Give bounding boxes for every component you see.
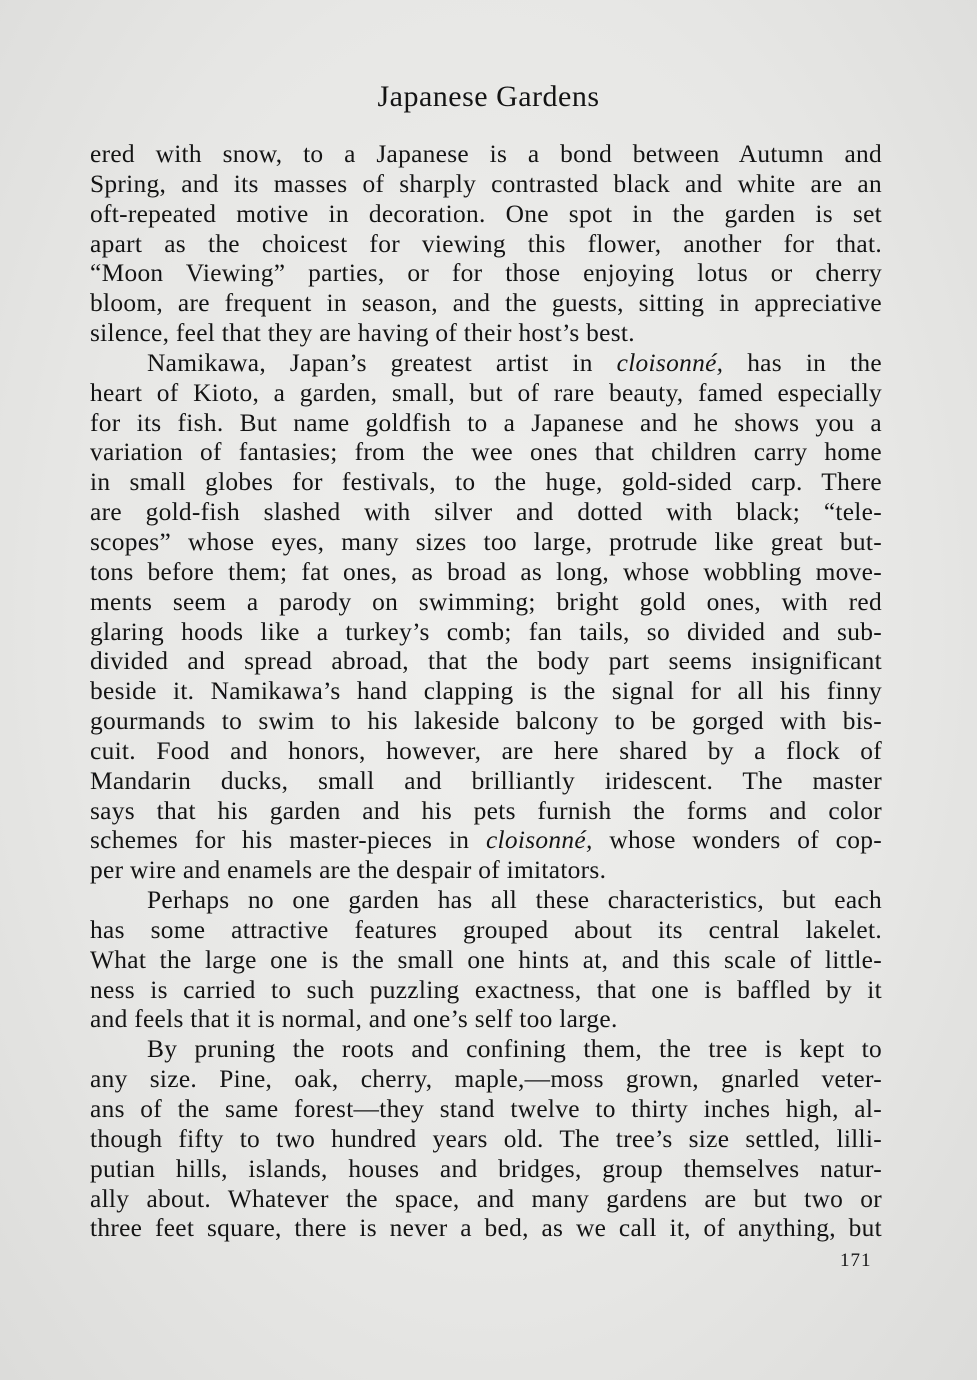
text-line: oft-repeated motive in decoration. One spot in the garden is set bbox=[90, 199, 882, 228]
text-line: divided and spread abroad, that the body part seems insignificant bbox=[90, 647, 882, 676]
text-line: ness is carried to such puzzling exactness, that one is baffled by it bbox=[90, 975, 882, 1004]
text-line: scopes” whose eyes, many sizes too large, protrude like great but- bbox=[90, 527, 882, 556]
text-line: bloom, are frequent in season, and the guests, sitting in appreciative bbox=[90, 289, 882, 318]
text-line: variation of fantasies; from the wee ones that children carry home bbox=[90, 438, 882, 467]
text-line: schemes for his master-pieces in cloisonné, whose wonders of cop- bbox=[90, 826, 882, 855]
text-line: tons before them; fat ones, as broad as long, whose wobbling move- bbox=[90, 557, 882, 586]
text-line: By pruning the roots and confining them, the tree is kept to bbox=[147, 1035, 882, 1064]
text-line: ally about. Whatever the space, and many gardens are but two or bbox=[90, 1184, 882, 1213]
page-number: 171 bbox=[840, 1250, 872, 1271]
text-line: apart as the choicest for viewing this flower, another for that. bbox=[90, 229, 882, 258]
body-text bbox=[90, 140, 882, 1244]
text-line: cuit. Food and honors, however, are here shared by a flock of bbox=[90, 736, 882, 765]
text-line: and feels that it is normal, and one’s self too large. bbox=[90, 1005, 618, 1034]
text-line: for its fish. But name goldfish to a Japanese and he shows you a bbox=[90, 408, 882, 437]
text-line: any size. Pine, oak, cherry, maple,—moss grown, gnarled veter- bbox=[90, 1065, 882, 1094]
text-line: gourmands to swim to his lakeside balcony to be gorged with bis- bbox=[90, 707, 882, 736]
text-line: ered with snow, to a Japanese is a bond between Autumn and bbox=[90, 140, 882, 168]
text-line: Spring, and its masses of sharply contrasted black and white are an bbox=[90, 169, 882, 198]
text-line: beside it. Namikawa’s hand clapping is the signal for all his finny bbox=[90, 677, 882, 706]
text-line: says that his garden and his pets furnish the forms and color bbox=[90, 796, 882, 825]
text-line: though fifty to two hundred years old. The tree’s size settled, lilli- bbox=[90, 1124, 882, 1153]
text-line: putian hills, islands, houses and bridges, group themselves natur- bbox=[90, 1154, 882, 1183]
text-line: glaring hoods like a turkey’s comb; fan tails, so divided and sub- bbox=[90, 617, 882, 646]
text-line: ans of the same forest—they stand twelve to thirty inches high, al- bbox=[90, 1095, 882, 1123]
text-line: ments seem a parody on swimming; bright gold ones, with red bbox=[90, 587, 882, 616]
text-line: Namikawa, Japan’s greatest artist in cloisonné, has in the bbox=[147, 348, 882, 377]
text-line: What the large one is the small one hints at, and this scale of little- bbox=[90, 945, 882, 974]
text-line: are gold-fish slashed with silver and dotted with black; “tele- bbox=[90, 498, 882, 527]
text-line: silence, feel that they are having of their host’s best. bbox=[90, 319, 635, 348]
running-head: Japanese Gardens bbox=[377, 80, 600, 113]
text-line: Mandarin ducks, small and brilliantly iridescent. The master bbox=[90, 766, 882, 795]
text-line: Perhaps no one garden has all these characteristics, but each bbox=[147, 886, 882, 915]
text-line: per wire and enamels are the despair of imitators. bbox=[90, 856, 607, 885]
text-line: heart of Kioto, a garden, small, but of rare beauty, famed especially bbox=[90, 378, 882, 407]
text-line: three feet square, there is never a bed, as we call it, of anything, but bbox=[90, 1214, 882, 1243]
text-line: “Moon Viewing” parties, or for those enjoying lotus or cherry bbox=[90, 259, 882, 288]
text-line: in small globes for festivals, to the huge, gold-sided carp. There bbox=[90, 468, 882, 497]
text-line: has some attractive features grouped about its central lakelet. bbox=[90, 915, 882, 944]
